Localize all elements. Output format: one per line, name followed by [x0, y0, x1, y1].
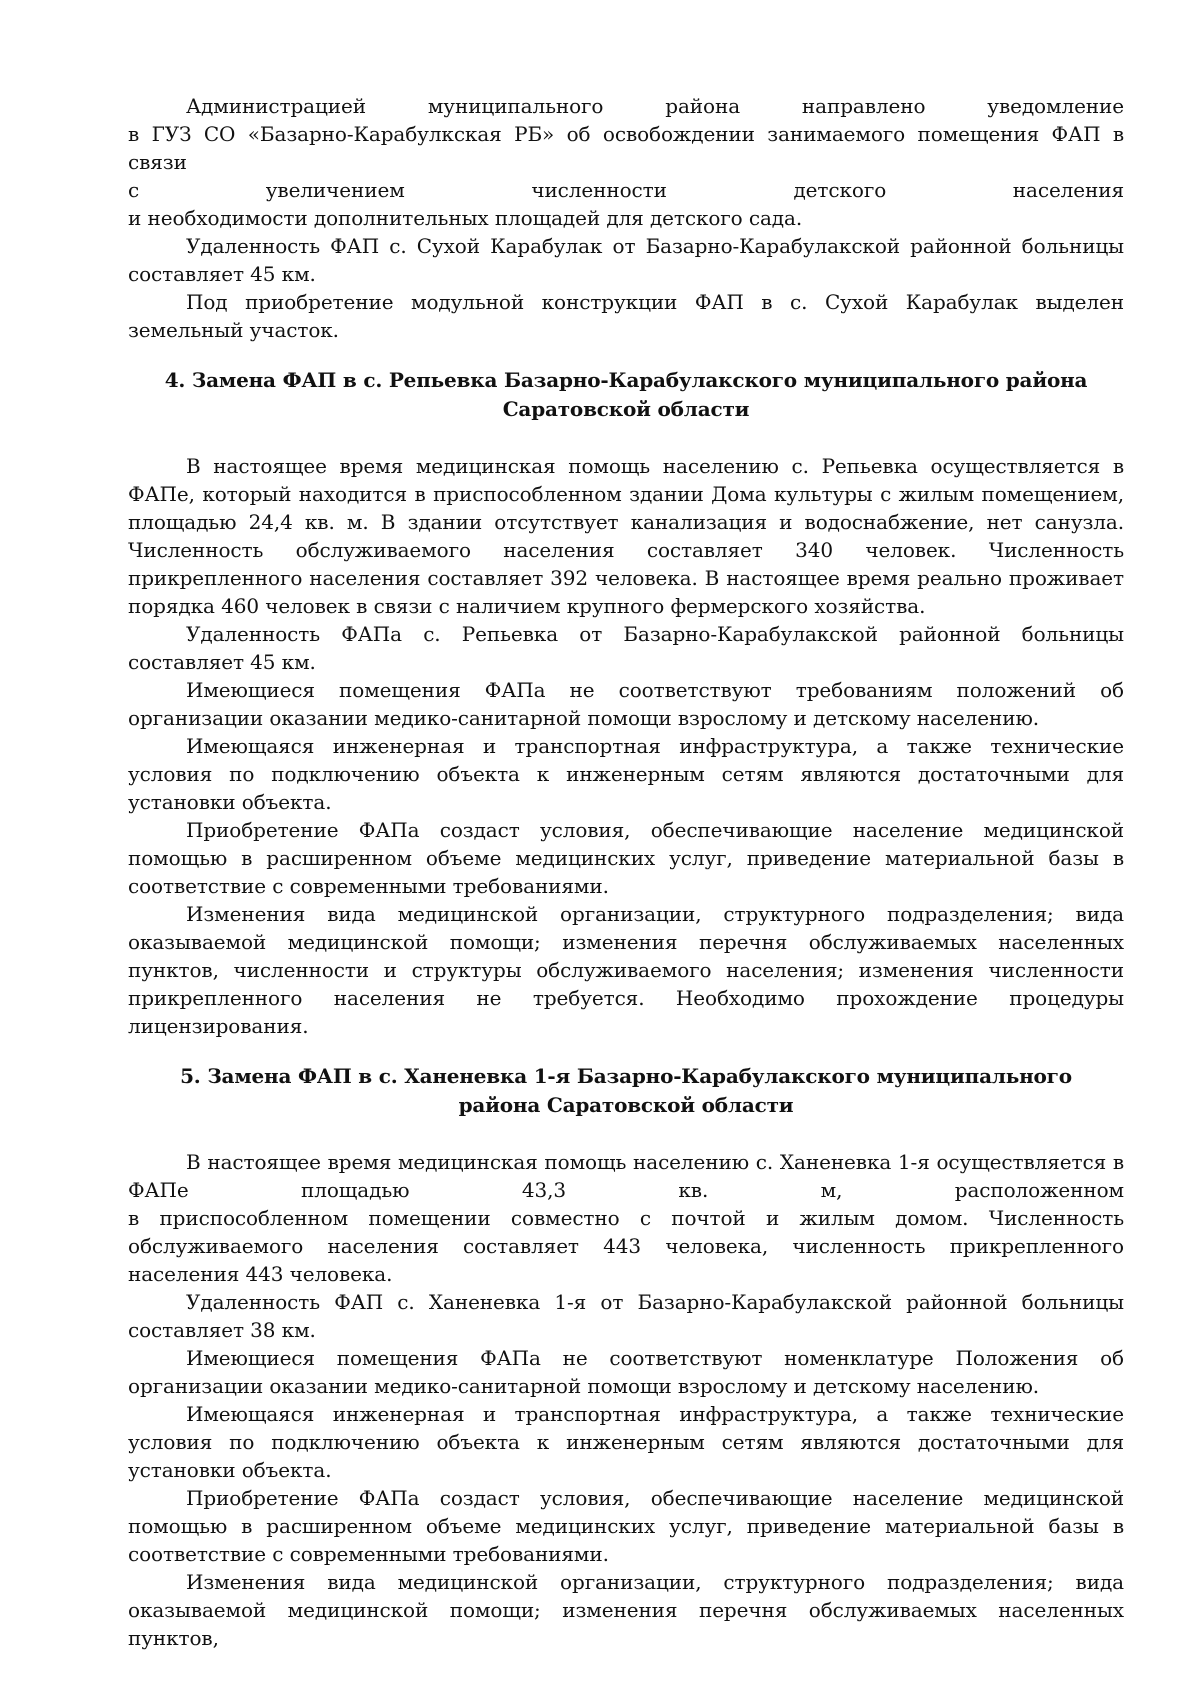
intro-paragraph-2: Удаленность ФАП с. Сухой Карабулак от Базарно-Карабулакской районной больницы составляет 45 км. — [128, 234, 1124, 286]
section-4-paragraph-6: Изменения вида медицинской организации, структурного подразделения; вида оказываемой медицинской помощи; изменения перечня обслуживаемых населенных пунктов, численности и структуры обслуживаемого населения; изменения численности прикрепленного населения не требуется. Необходимо прохождение процедуры лицензирования. — [128, 902, 1124, 1038]
section-4-paragraph-5: Приобретение ФАПа создаст условия, обеспечивающие население медицинской помощью в расширенном объеме медицинских услуг, приведение материальной базы в соответствие с современными требованиями. — [128, 818, 1124, 898]
intro-paragraph-1-line-2: в ГУЗ СО «Базарно-Карабулкская РБ» об освобождении занимаемого помещения ФАП в связи — [128, 122, 1124, 174]
section-4-heading-line-1: 4. Замена ФАП в с. Репьевка Базарно-Карабулакского муниципального района — [164, 368, 1088, 392]
section-4-paragraph-4: Имеющаяся инженерная и транспортная инфраструктура, а также технические условия по подключению объекта к инженерным сетям являются достаточными для установки объекта. — [128, 734, 1124, 814]
section-5-heading-line-2: района Саратовской области — [458, 1093, 794, 1117]
section-4-heading — [128, 366, 1124, 424]
section-5-paragraph-1-rest: в приспособленном помещении совместно с почтой и жилым домом. Численность обслуживаемого населения составляет 443 человека, численность прикрепленного населения 443 человека. — [128, 1206, 1124, 1286]
section-4-heading-line-2: Саратовской области — [502, 397, 750, 421]
section-5-paragraph-1-line-1: В настоящее время медицинская помощь населению с. Ханеневка 1-я осуществляется в — [186, 1150, 1124, 1174]
document-page — [128, 92, 1124, 1652]
intro-paragraph-1-line-1: Администрацией муниципального района направлено уведомление — [186, 94, 1124, 118]
section-4-paragraph-2: Удаленность ФАПа с. Репьевка от Базарно-Карабулакской районной больницы составляет 45 км. — [128, 622, 1124, 674]
section-4-paragraph-1: В настоящее время медицинская помощь населению с. Репьевка осуществляется в ФАПе, который находится в приспособленном здании Дома культуры с жилым помещением, площадью 24,4 кв. м. В здании отсутствует канализация и водоснабжение, нет санузла. Численность обслуживаемого населения составляет 340 человек. Численность прикрепленного населения составляет 392 человека. В настоящее время реально проживает порядка 460 человек в связи с наличием крупного фермерского хозяйства. — [128, 454, 1124, 618]
section-5-paragraph-4: Имеющаяся инженерная и транспортная инфраструктура, а также технические условия по подключению объекта к инженерным сетям являются достаточными для установки объекта. — [128, 1402, 1124, 1482]
section-5-paragraph-2: Удаленность ФАП с. Ханеневка 1-я от Базарно-Карабулакской районной больницы составляет 38 км. — [128, 1290, 1124, 1342]
intro-paragraph-3: Под приобретение модульной конструкции ФАП в с. Сухой Карабулак выделен земельный участок. — [128, 290, 1124, 342]
section-5-paragraph-6: Изменения вида медицинской организации, структурного подразделения; вида оказываемой медицинской помощи; изменения перечня обслуживаемых населенных пунктов, — [128, 1570, 1124, 1650]
section-5-paragraph-5: Приобретение ФАПа создаст условия, обеспечивающие население медицинской помощью в расширенном объеме медицинских услуг, приведение материальной базы в соответствие с современными требованиями. — [128, 1486, 1124, 1566]
intro-paragraph-1-line-4: и необходимости дополнительных площадей для детского сада. — [128, 206, 803, 230]
intro-paragraph-1-line-3: с увеличением численности детского населения — [128, 178, 1124, 202]
section-5-paragraph-3: Имеющиеся помещения ФАПа не соответствуют номенклатуре Положения об организации оказании медико-санитарной помощи взрослому и детскому населению. — [128, 1346, 1124, 1398]
section-5-heading — [128, 1062, 1124, 1120]
section-5-heading-line-1: 5. Замена ФАП в с. Ханеневка 1-я Базарно-Карабулакского муниципального — [180, 1064, 1072, 1088]
section-5-paragraph-1-line-2: ФАПе площадью 43,3 кв. м, расположенном — [128, 1178, 1124, 1202]
section-4-paragraph-3: Имеющиеся помещения ФАПа не соответствуют требованиям положений об организации оказании медико-санитарной помощи взрослому и детскому населению. — [128, 678, 1124, 730]
